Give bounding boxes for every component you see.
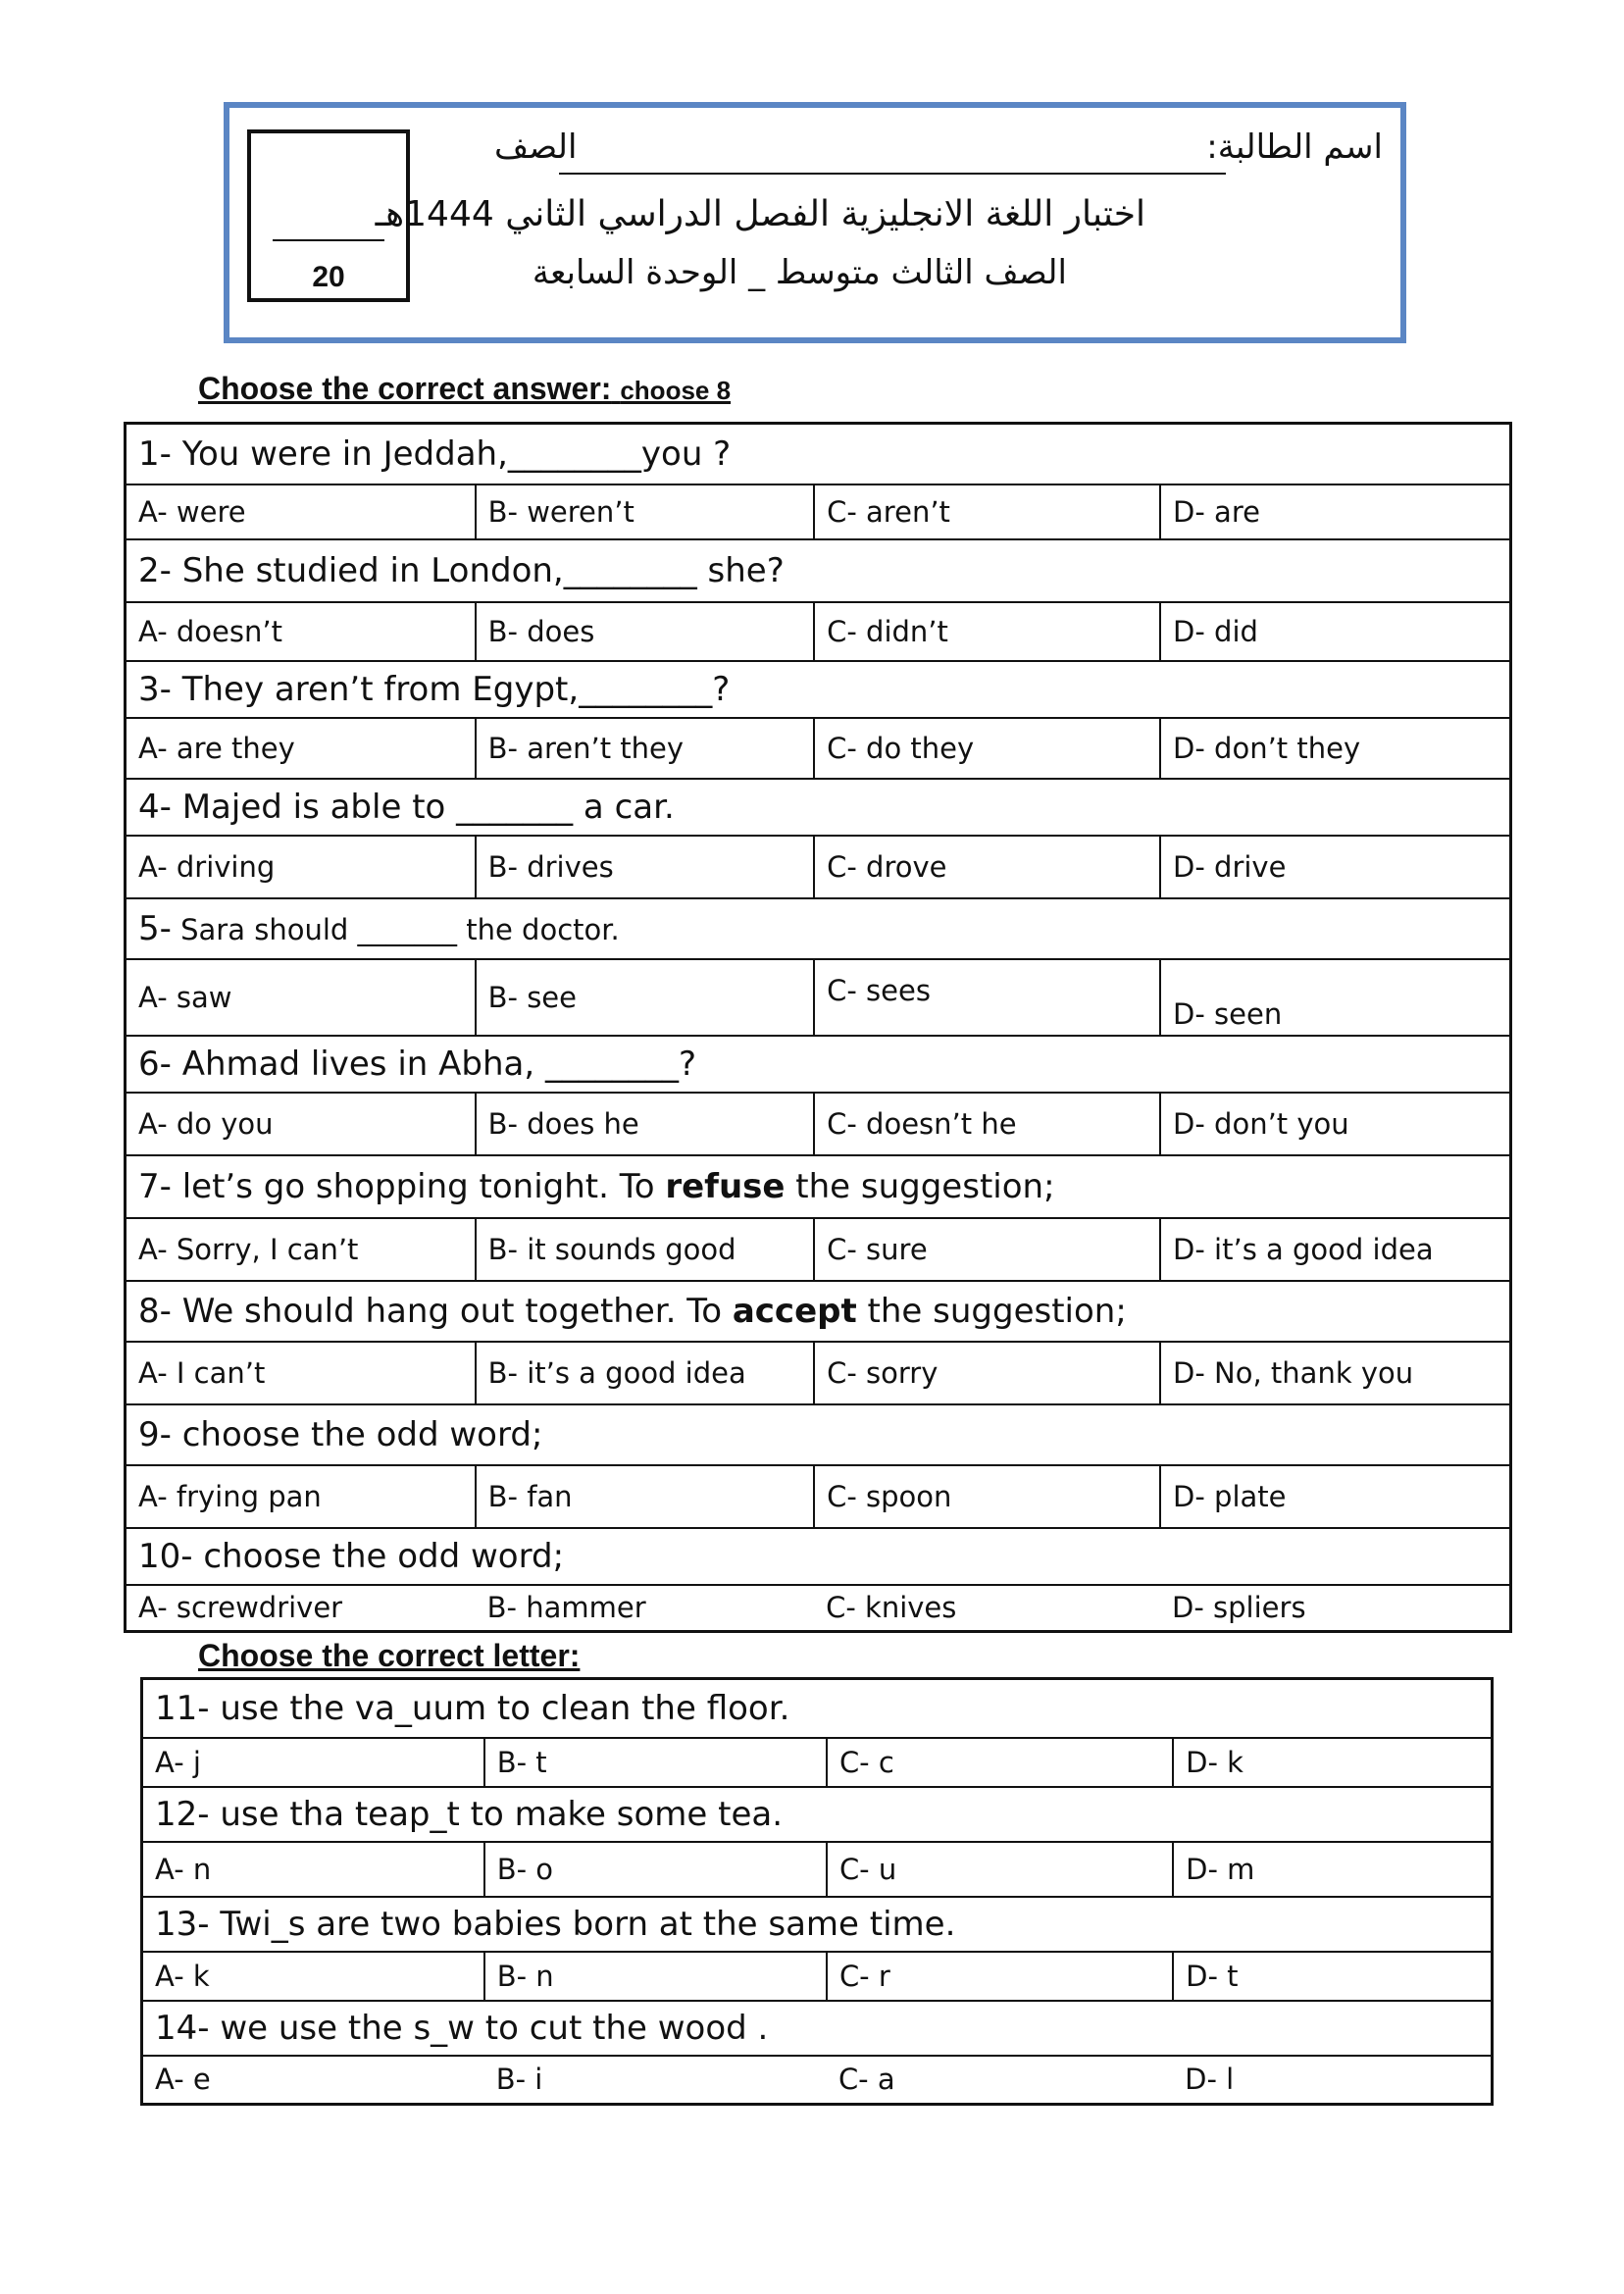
option-d[interactable]: D- k — [1173, 1738, 1492, 1787]
option-d[interactable]: D- seen — [1160, 959, 1510, 1036]
question-row — [142, 1787, 1493, 1842]
option-c[interactable]: C- spoon — [814, 1465, 1160, 1528]
option-b[interactable]: B- t — [484, 1738, 827, 1787]
option-c[interactable]: C- a — [827, 2056, 1173, 2105]
options-row — [142, 2056, 1493, 2105]
option-d[interactable]: D- drive — [1160, 836, 1510, 898]
option-c[interactable]: C- do they — [814, 718, 1160, 779]
option-d[interactable]: D- don’t you — [1160, 1093, 1510, 1155]
option-a[interactable]: A- saw — [126, 959, 476, 1036]
option-c[interactable]: C- u — [827, 1842, 1173, 1897]
question-number: 5- — [138, 908, 172, 948]
option-a[interactable]: A- k — [142, 1952, 484, 2001]
option-b[interactable]: B- it’s a good idea — [476, 1342, 814, 1404]
question-row — [126, 1281, 1511, 1342]
option-c[interactable]: C- c — [827, 1738, 1173, 1787]
option-d[interactable]: D- it’s a good idea — [1160, 1218, 1510, 1281]
question-text: 6- Ahmad lives in Abha, ________? — [126, 1036, 1511, 1093]
option-c[interactable]: C- doesn’t he — [814, 1093, 1160, 1155]
option-d[interactable]: D- don’t they — [1160, 718, 1510, 779]
option-b[interactable]: B- does — [476, 602, 814, 661]
option-b[interactable]: B- o — [484, 1842, 827, 1897]
section1-title-text: Choose the correct answer: — [198, 371, 612, 406]
question-pre: 8- We should hang out together. To — [138, 1291, 733, 1331]
question-text — [126, 1281, 1511, 1342]
question-text: 11- use the va_uum to clean the floor. — [142, 1679, 1493, 1738]
option-b[interactable]: B- drives — [476, 836, 814, 898]
option-c[interactable]: C- knives — [814, 1585, 1160, 1632]
option-a[interactable]: A- I can’t — [126, 1342, 476, 1404]
option-b[interactable]: B- aren’t they — [476, 718, 814, 779]
class-label: الصف — [494, 127, 578, 167]
exam-title: اختبار اللغة الانجليزية الفصل الدراسي الثاني 1444هـ — [375, 194, 1145, 234]
options-row — [126, 602, 1511, 661]
question-row — [126, 1155, 1511, 1218]
option-d[interactable]: D- spliers — [1160, 1585, 1510, 1632]
option-c[interactable]: C- sees — [814, 959, 1160, 1036]
option-b[interactable]: B- see — [476, 959, 814, 1036]
option-a[interactable]: A- screwdriver — [126, 1585, 476, 1632]
option-d[interactable]: D- l — [1173, 2056, 1492, 2105]
question-row — [126, 539, 1511, 602]
options-row — [126, 1465, 1511, 1528]
option-d[interactable]: D- did — [1160, 602, 1510, 661]
options-row — [142, 1738, 1493, 1787]
option-a[interactable]: A- driving — [126, 836, 476, 898]
option-d[interactable]: D- m — [1173, 1842, 1492, 1897]
options-row — [126, 1093, 1511, 1155]
option-b[interactable]: B- it sounds good — [476, 1218, 814, 1281]
question-text: 10- choose the odd word; — [126, 1528, 1511, 1585]
option-b[interactable]: B- i — [484, 2056, 827, 2105]
score-blank — [273, 239, 384, 241]
question-row — [142, 1897, 1493, 1952]
question-text: 14- we use the s_w to cut the wood . — [142, 2001, 1493, 2056]
question-text: 9- choose the odd word; — [126, 1404, 1511, 1465]
question-row — [126, 1528, 1511, 1585]
options-row — [126, 959, 1511, 1036]
question-text — [126, 898, 1511, 959]
question-text: 4- Majed is able to _______ a car. — [126, 779, 1511, 836]
question-text: 3- They aren’t from Egypt,________? — [126, 661, 1511, 718]
option-a[interactable]: A- j — [142, 1738, 484, 1787]
question-text: 2- She studied in London,________ she? — [126, 539, 1511, 602]
option-c[interactable]: C- didn’t — [814, 602, 1160, 661]
option-a[interactable]: A- frying pan — [126, 1465, 476, 1528]
question-text: 13- Twi_s are two babies born at the same time. — [142, 1897, 1493, 1952]
question-text: 1- You were in Jeddah,________you ? — [126, 424, 1511, 484]
option-a[interactable]: A- doesn’t — [126, 602, 476, 661]
question-row — [126, 898, 1511, 959]
option-b[interactable]: B- fan — [476, 1465, 814, 1528]
options-row — [126, 484, 1511, 539]
option-a[interactable]: A- e — [142, 2056, 484, 2105]
question-row — [126, 424, 1511, 484]
question-row — [142, 1679, 1493, 1738]
section1-table — [124, 422, 1512, 1633]
option-a[interactable]: A- do you — [126, 1093, 476, 1155]
question-row — [126, 661, 1511, 718]
options-row — [126, 1218, 1511, 1281]
question-text: 12- use tha teap_t to make some tea. — [142, 1787, 1493, 1842]
score-total: 20 — [312, 261, 345, 293]
student-name-label: اسم الطالبة: — [1206, 127, 1383, 167]
section2-table — [140, 1677, 1494, 2106]
option-c[interactable]: C- drove — [814, 836, 1160, 898]
options-row — [126, 1342, 1511, 1404]
option-d[interactable]: D- No, thank you — [1160, 1342, 1510, 1404]
options-row — [126, 1585, 1511, 1632]
option-d[interactable]: D- plate — [1160, 1465, 1510, 1528]
option-a[interactable]: A- Sorry, I can’t — [126, 1218, 476, 1281]
question-post: the suggestion; — [785, 1166, 1055, 1206]
option-b[interactable]: B- does he — [476, 1093, 814, 1155]
question-keyword: refuse — [665, 1166, 786, 1206]
option-a[interactable]: A- are they — [126, 718, 476, 779]
option-d[interactable]: D- are — [1160, 484, 1510, 539]
question-body: Sara should _______ the doctor. — [171, 912, 620, 946]
question-row — [126, 1404, 1511, 1465]
option-c[interactable]: C- sure — [814, 1218, 1160, 1281]
options-row — [142, 1842, 1493, 1897]
option-b[interactable]: B- n — [484, 1952, 827, 2001]
option-b[interactable]: B- hammer — [476, 1585, 814, 1632]
question-post: the suggestion; — [856, 1291, 1127, 1331]
option-b[interactable]: B- weren’t — [476, 484, 814, 539]
section1-note: choose 8 — [620, 376, 732, 405]
grade-unit-line: الصف الثالث متوسط _ الوحدة السابعة — [532, 253, 1067, 292]
options-row — [142, 1952, 1493, 2001]
exam-header — [224, 102, 1406, 343]
option-a[interactable]: A- were — [126, 484, 476, 539]
section2-title: Choose the correct letter: — [198, 1638, 581, 1673]
option-c[interactable]: C- aren’t — [814, 484, 1160, 539]
option-c[interactable]: C- r — [827, 1952, 1173, 2001]
question-row — [126, 779, 1511, 836]
option-c[interactable]: C- sorry — [814, 1342, 1160, 1404]
question-pre: 7- let’s go shopping tonight. To — [138, 1166, 666, 1206]
question-keyword: accept — [732, 1291, 857, 1331]
options-row — [126, 836, 1511, 898]
question-row — [142, 2001, 1493, 2056]
student-name-blank[interactable] — [559, 173, 1226, 175]
section1-title — [198, 371, 731, 407]
option-d[interactable]: D- t — [1173, 1952, 1492, 2001]
question-row — [126, 1036, 1511, 1093]
option-a[interactable]: A- n — [142, 1842, 484, 1897]
question-text — [126, 1155, 1511, 1218]
student-name-row — [471, 126, 1383, 180]
options-row — [126, 718, 1511, 779]
